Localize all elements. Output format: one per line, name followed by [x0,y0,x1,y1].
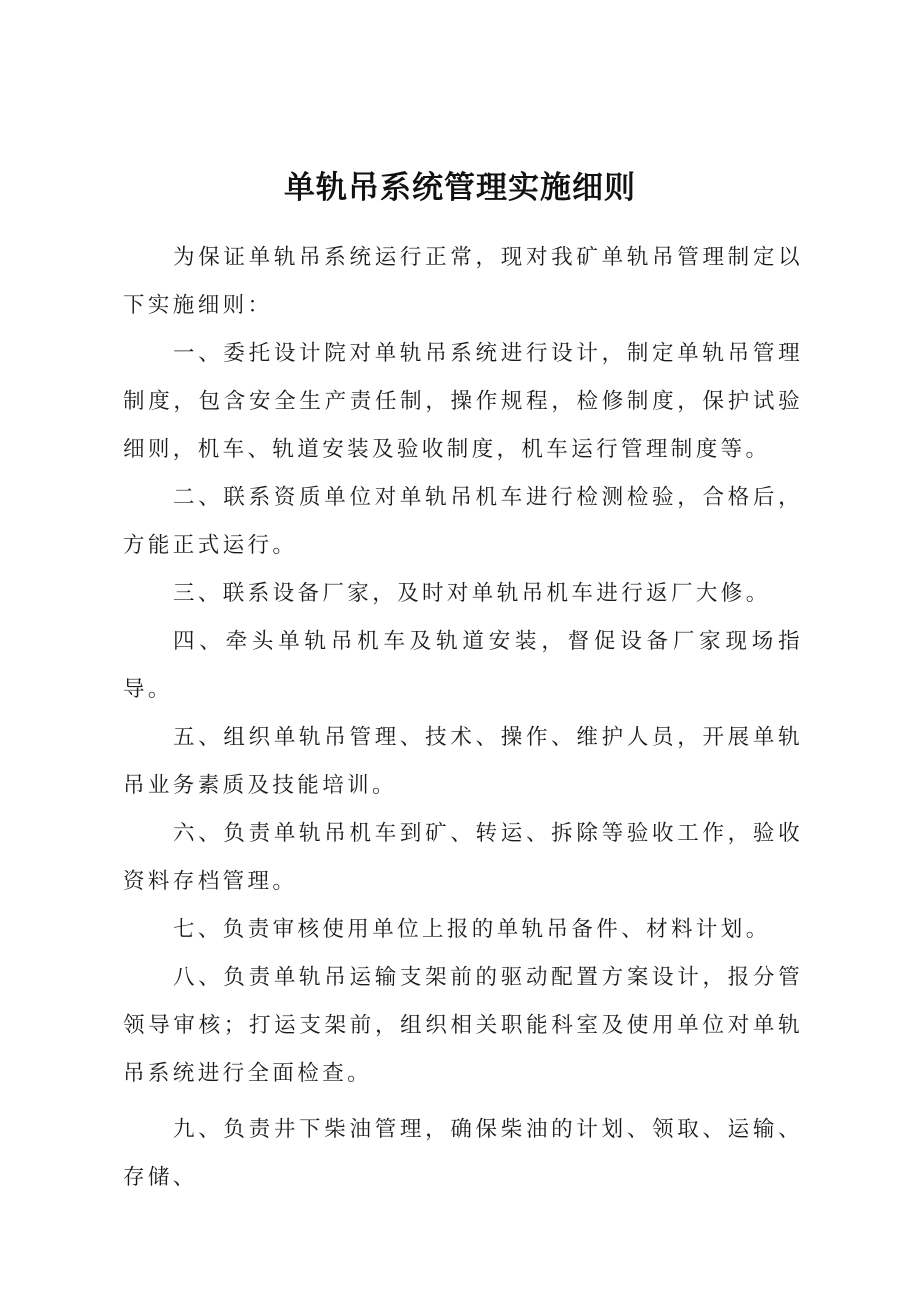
document-body [123,234,803,1202]
paragraph-item-8: 八、负责单轨吊运输支架前的驱动配置方案设计，报分管领导审核；打运支架前，组织相关职能科室及使用单位对单轨吊系统进行全面检查。 [123,965,803,1086]
paragraph-item-5: 五、组织单轨吊管理、技术、操作、维护人员，开展单轨吊业务素质及技能培训。 [123,725,803,798]
paragraph-item-7: 七、负责审核使用单位上报的单轨吊备件、材料计划。 [173,917,771,942]
paragraph-item-6: 六、负责单轨吊机车到矿、转运、拆除等验收工作，验收资料存档管理。 [123,821,803,894]
document-title: 单轨吊系统管理实施细则 [284,170,636,206]
paragraph-intro: 为保证单轨吊系统运行正常，现对我矿单轨吊管理制定以下实施细则： [123,245,803,318]
paragraph-item-1: 一、委托设计院对单轨吊系统进行设计，制定单轨吊管理制度，包含安全生产责任制，操作规程，检修制度，保护试验细则，机车、轨道安装及验收制度，机车运行管理制度等。 [123,341,803,462]
paragraph-item-2: 二、联系资质单位对单轨吊机车进行检测检验，合格后，方能正式运行。 [123,485,803,558]
paragraph-item-3: 三、联系设备厂家，及时对单轨吊机车进行返厂大修。 [173,581,771,606]
paragraph-item-4: 四、牵头单轨吊机车及轨道安装，督促设备厂家现场指导。 [123,629,803,702]
paragraph-item-9: 九、负责井下柴油管理，确保柴油的计划、领取、运输、存储、 [123,1117,803,1190]
